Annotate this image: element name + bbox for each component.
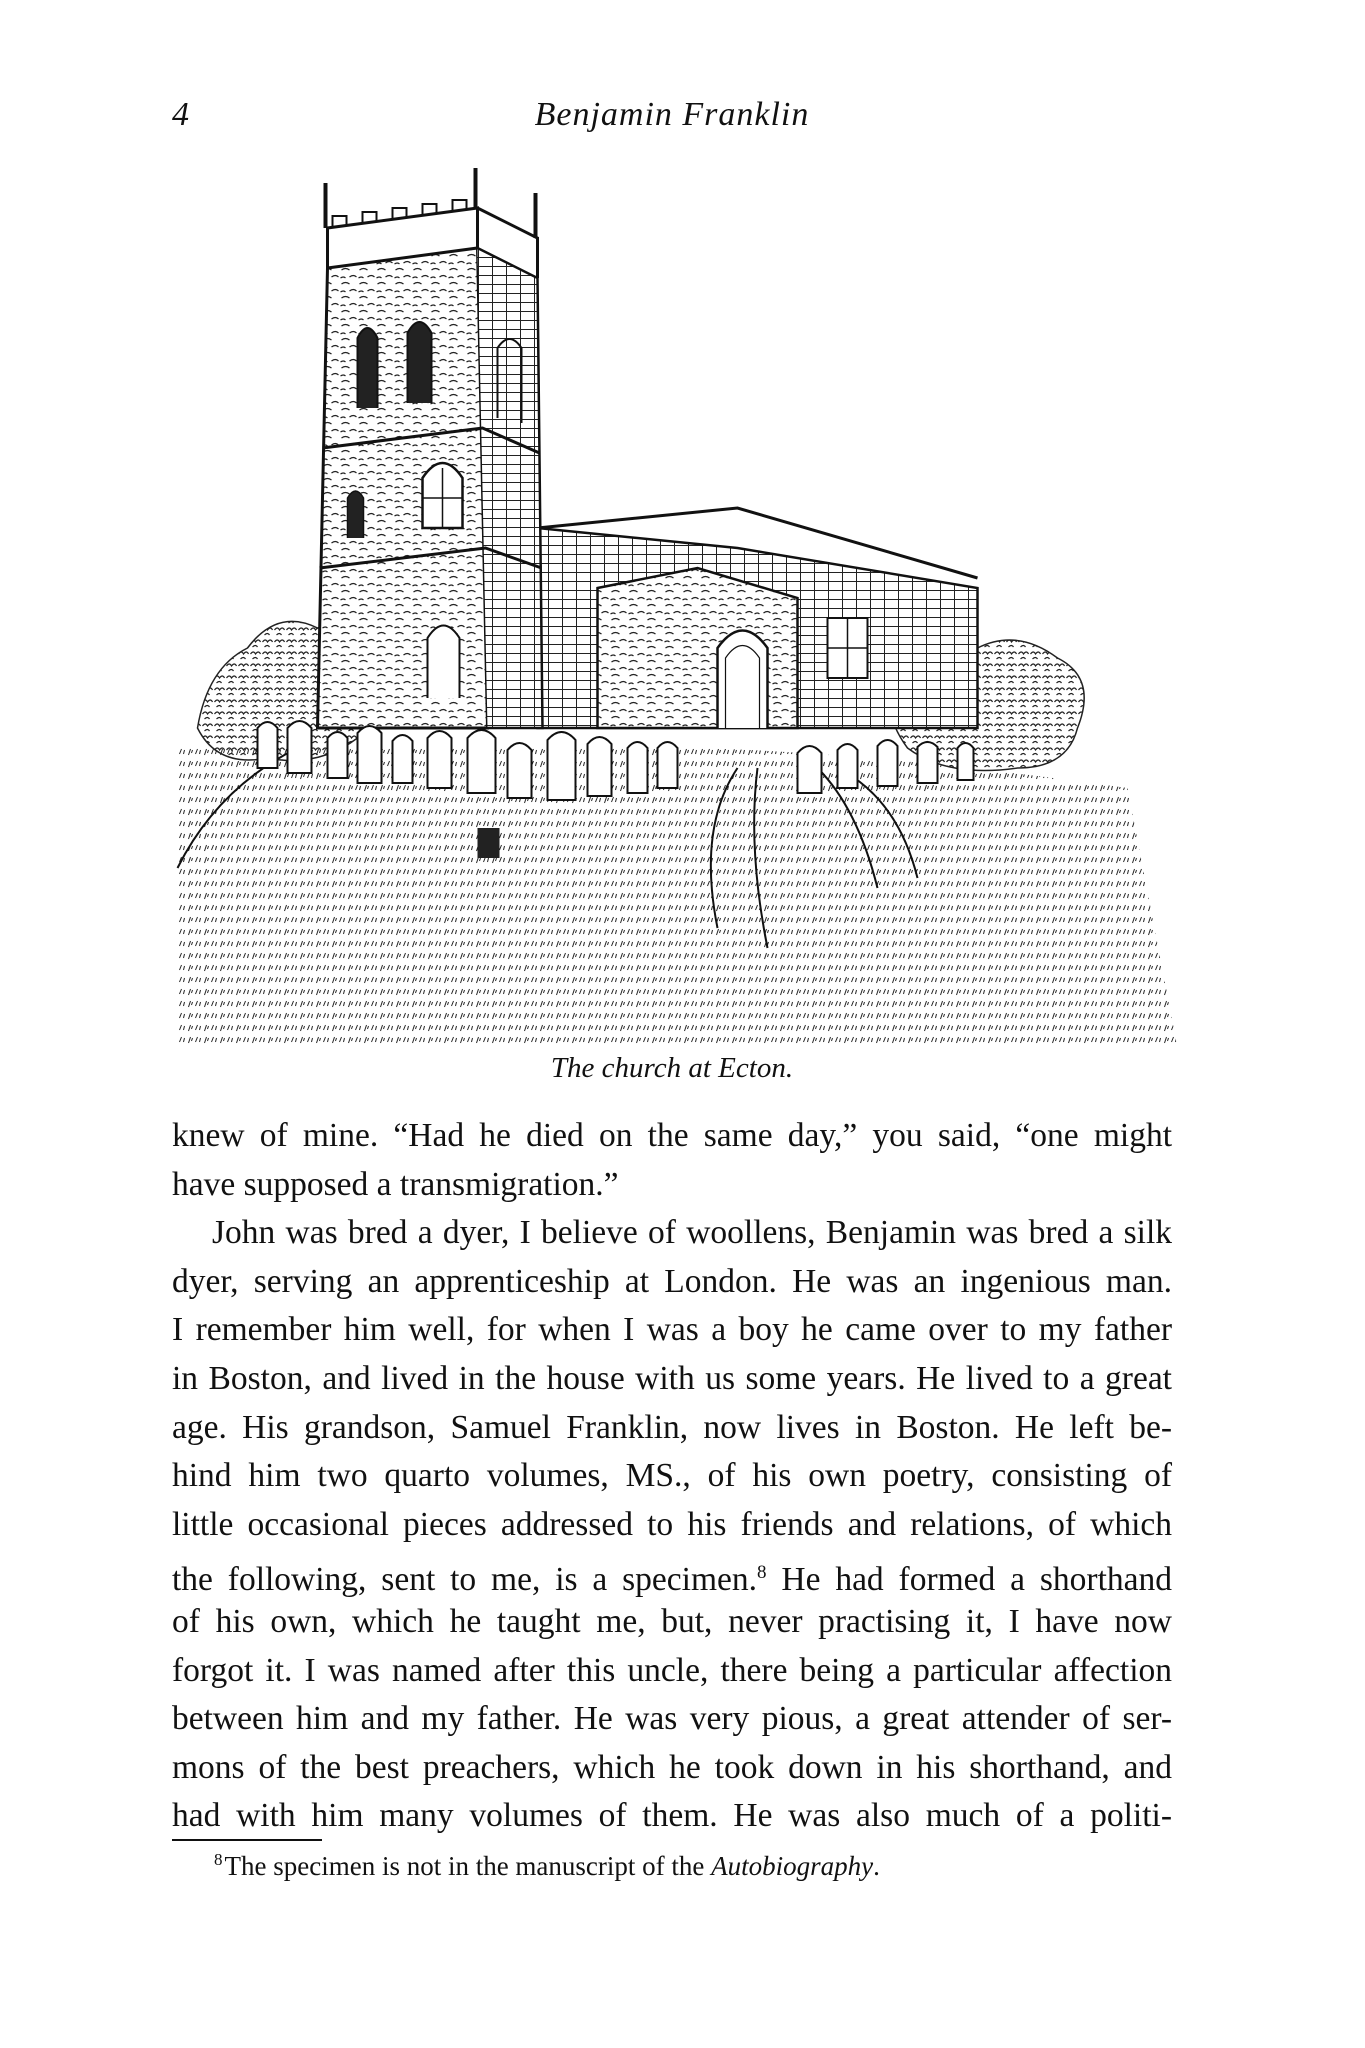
- text-line: age. His grandson, Samuel Franklin, now lives in Boston. He left be-: [172, 1408, 1172, 1446]
- text-line: knew of mine. “Had he died on the same day,” you said, “one might: [172, 1117, 1172, 1154]
- text-line-start: the following, sent to me, is a specimen.: [172, 1561, 758, 1599]
- text-line: had with him many volumes of them. He was also much of a politi-: [172, 1797, 1172, 1835]
- page-number: 4: [172, 96, 189, 133]
- text-line: hind him two quarto volumes, MS., of his own poetry, consisting of: [172, 1457, 1172, 1495]
- footnote-italic: Autobiography: [711, 1851, 874, 1881]
- text-line: mons of the best preachers, which he took down in his shorthand, and: [172, 1748, 1172, 1786]
- text-line: have supposed a transmigration.”: [172, 1165, 619, 1203]
- figure-caption: The church at Ecton.: [550, 1052, 794, 1084]
- church-illustration: [175, 168, 1180, 1048]
- text-line-with-note: [172, 1549, 1172, 1598]
- text-line: I remember him well, for when I was a boy he came over to my father: [172, 1311, 1172, 1349]
- footnote-marker: 8: [214, 1850, 223, 1869]
- footnote-reference: 8: [757, 1562, 767, 1584]
- running-title: Benjamin Franklin: [534, 96, 810, 133]
- text-line: John was bred a dyer, I believe of woollens, Benjamin was bred a silk: [212, 1214, 1172, 1252]
- text-line: little occasional pieces addressed to his friends and relations, of which: [172, 1505, 1172, 1543]
- footnote-rule: [172, 1839, 322, 1841]
- text-line: dyer, serving an apprenticeship at London. He was an ingenious man.: [172, 1262, 1172, 1300]
- footnote-text: The specimen is not in the manuscript of the: [224, 1851, 712, 1881]
- text-line: between him and my father. He was very pious, a great attender of ser-: [172, 1700, 1172, 1738]
- text-line: of his own, which he taught me, but, never practising it, I have now: [172, 1602, 1172, 1640]
- text-line: in Boston, and lived in the house with us some years. He lived to a great: [172, 1359, 1172, 1397]
- text-line: forgot it. I was named after this uncle, there being a particular affection: [172, 1651, 1172, 1689]
- text-line-end: He had formed a shorthand: [766, 1561, 1172, 1599]
- body-text: [172, 1112, 1172, 1841]
- footnote: [214, 1850, 880, 1882]
- footnote-end: .: [873, 1851, 880, 1881]
- page-header: [172, 96, 1172, 146]
